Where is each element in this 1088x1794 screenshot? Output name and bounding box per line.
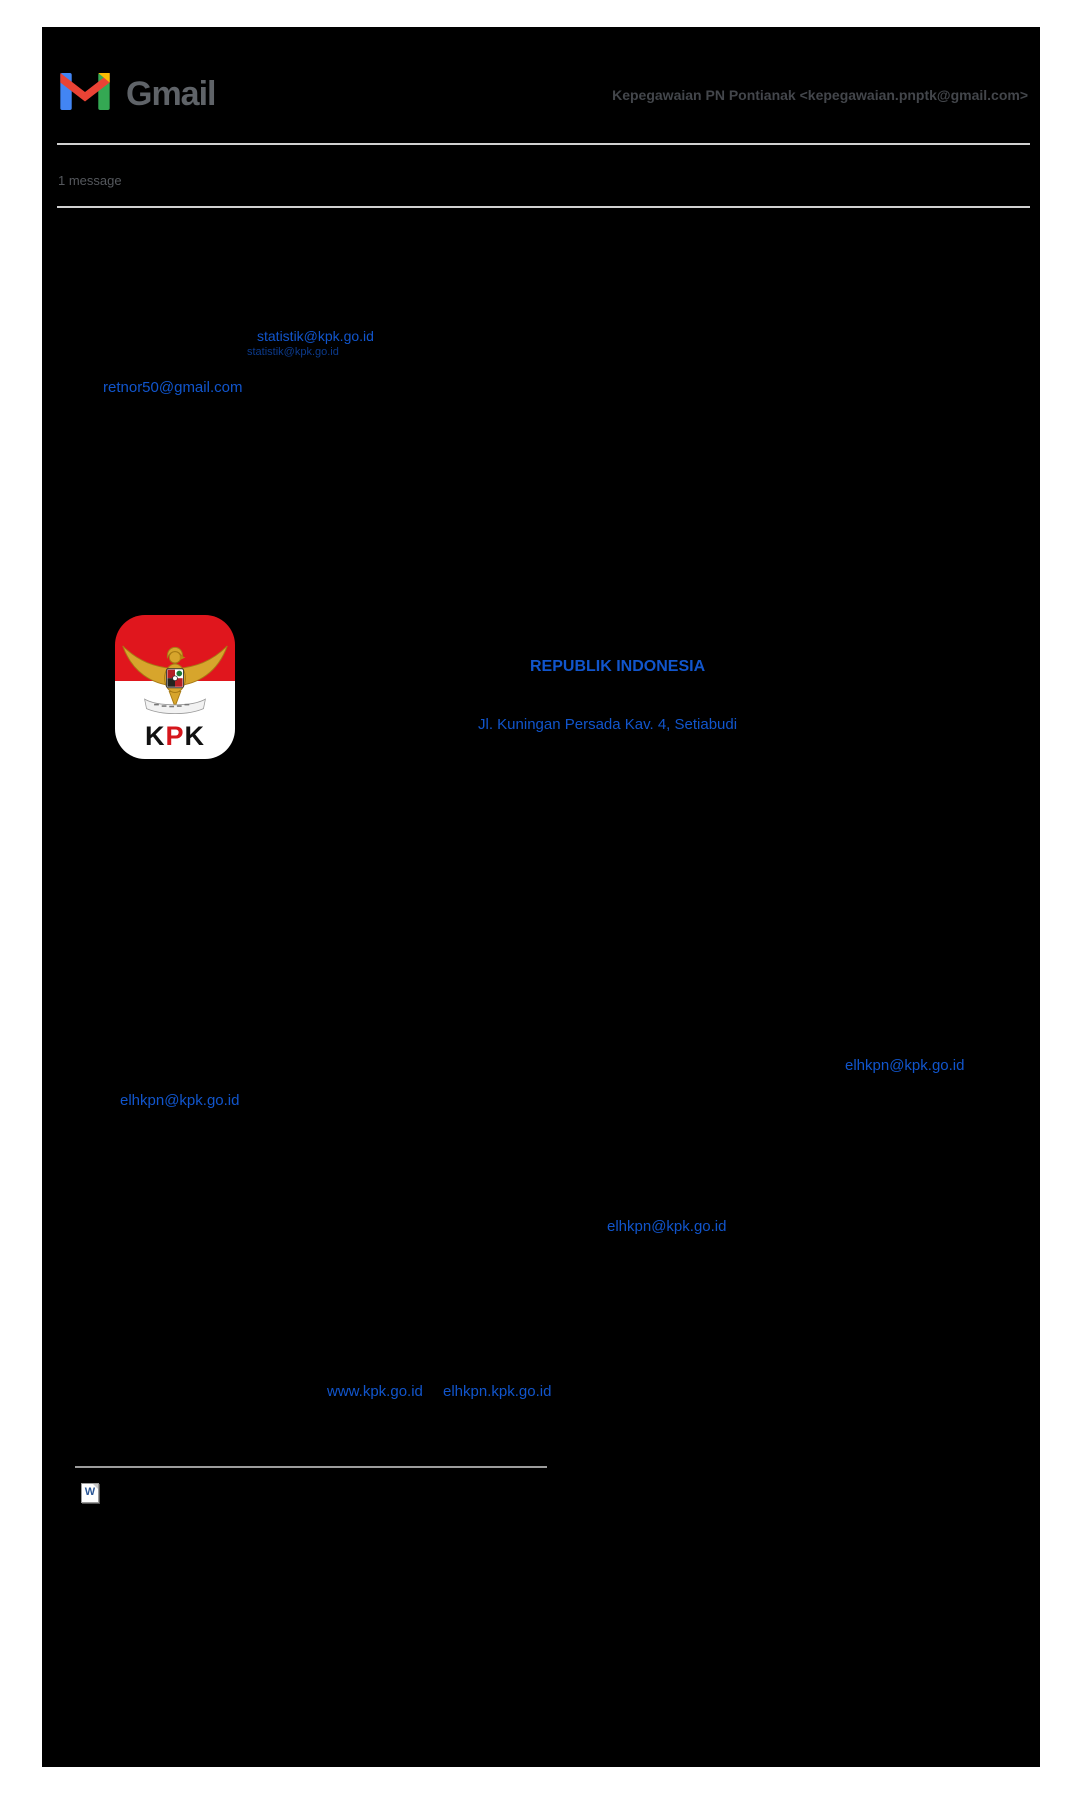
kpk-logo (115, 615, 235, 759)
header-separator-bottom (57, 206, 1030, 208)
gmail-logo (60, 73, 215, 115)
header-separator-top (57, 143, 1030, 145)
elhkpn-email-link-3[interactable]: elhkpn@kpk.go.id (607, 1218, 727, 1235)
word-document-attachment-icon[interactable]: W (81, 1483, 99, 1503)
kpk-logo-letters: KPK (144, 721, 205, 751)
elhkpn-portal-link[interactable]: elhkpn.kpk.go.id (443, 1383, 552, 1400)
message-count-label: 1 message (58, 173, 122, 188)
elhkpn-email-link-2[interactable]: elhkpn@kpk.go.id (120, 1092, 240, 1109)
gmail-m-icon (60, 73, 110, 115)
account-identity: Kepegawaian PN Pontianak <kepegawaian.pnptk@gmail.com> (612, 87, 1028, 103)
elhkpn-email-link-1[interactable]: elhkpn@kpk.go.id (845, 1057, 965, 1074)
recipient-email-link[interactable]: retnor50@gmail.com (103, 379, 243, 396)
letterhead-address-line: Jl. Kuningan Persada Kav. 4, Setiabudi (478, 716, 738, 733)
kpk-website-link[interactable]: www.kpk.go.id (327, 1383, 423, 1400)
email-print-page (42, 27, 1040, 1767)
attachment-separator (75, 1466, 547, 1468)
letterhead-country-line: REPUBLIK INDONESIA (530, 658, 706, 675)
gmail-wordmark: Gmail (126, 75, 216, 113)
sender-email-link[interactable]: statistik@kpk.go.id (257, 328, 374, 344)
garuda-emblem-icon (118, 623, 232, 728)
reply-to-email-link[interactable]: statistik@kpk.go.id (247, 346, 339, 358)
